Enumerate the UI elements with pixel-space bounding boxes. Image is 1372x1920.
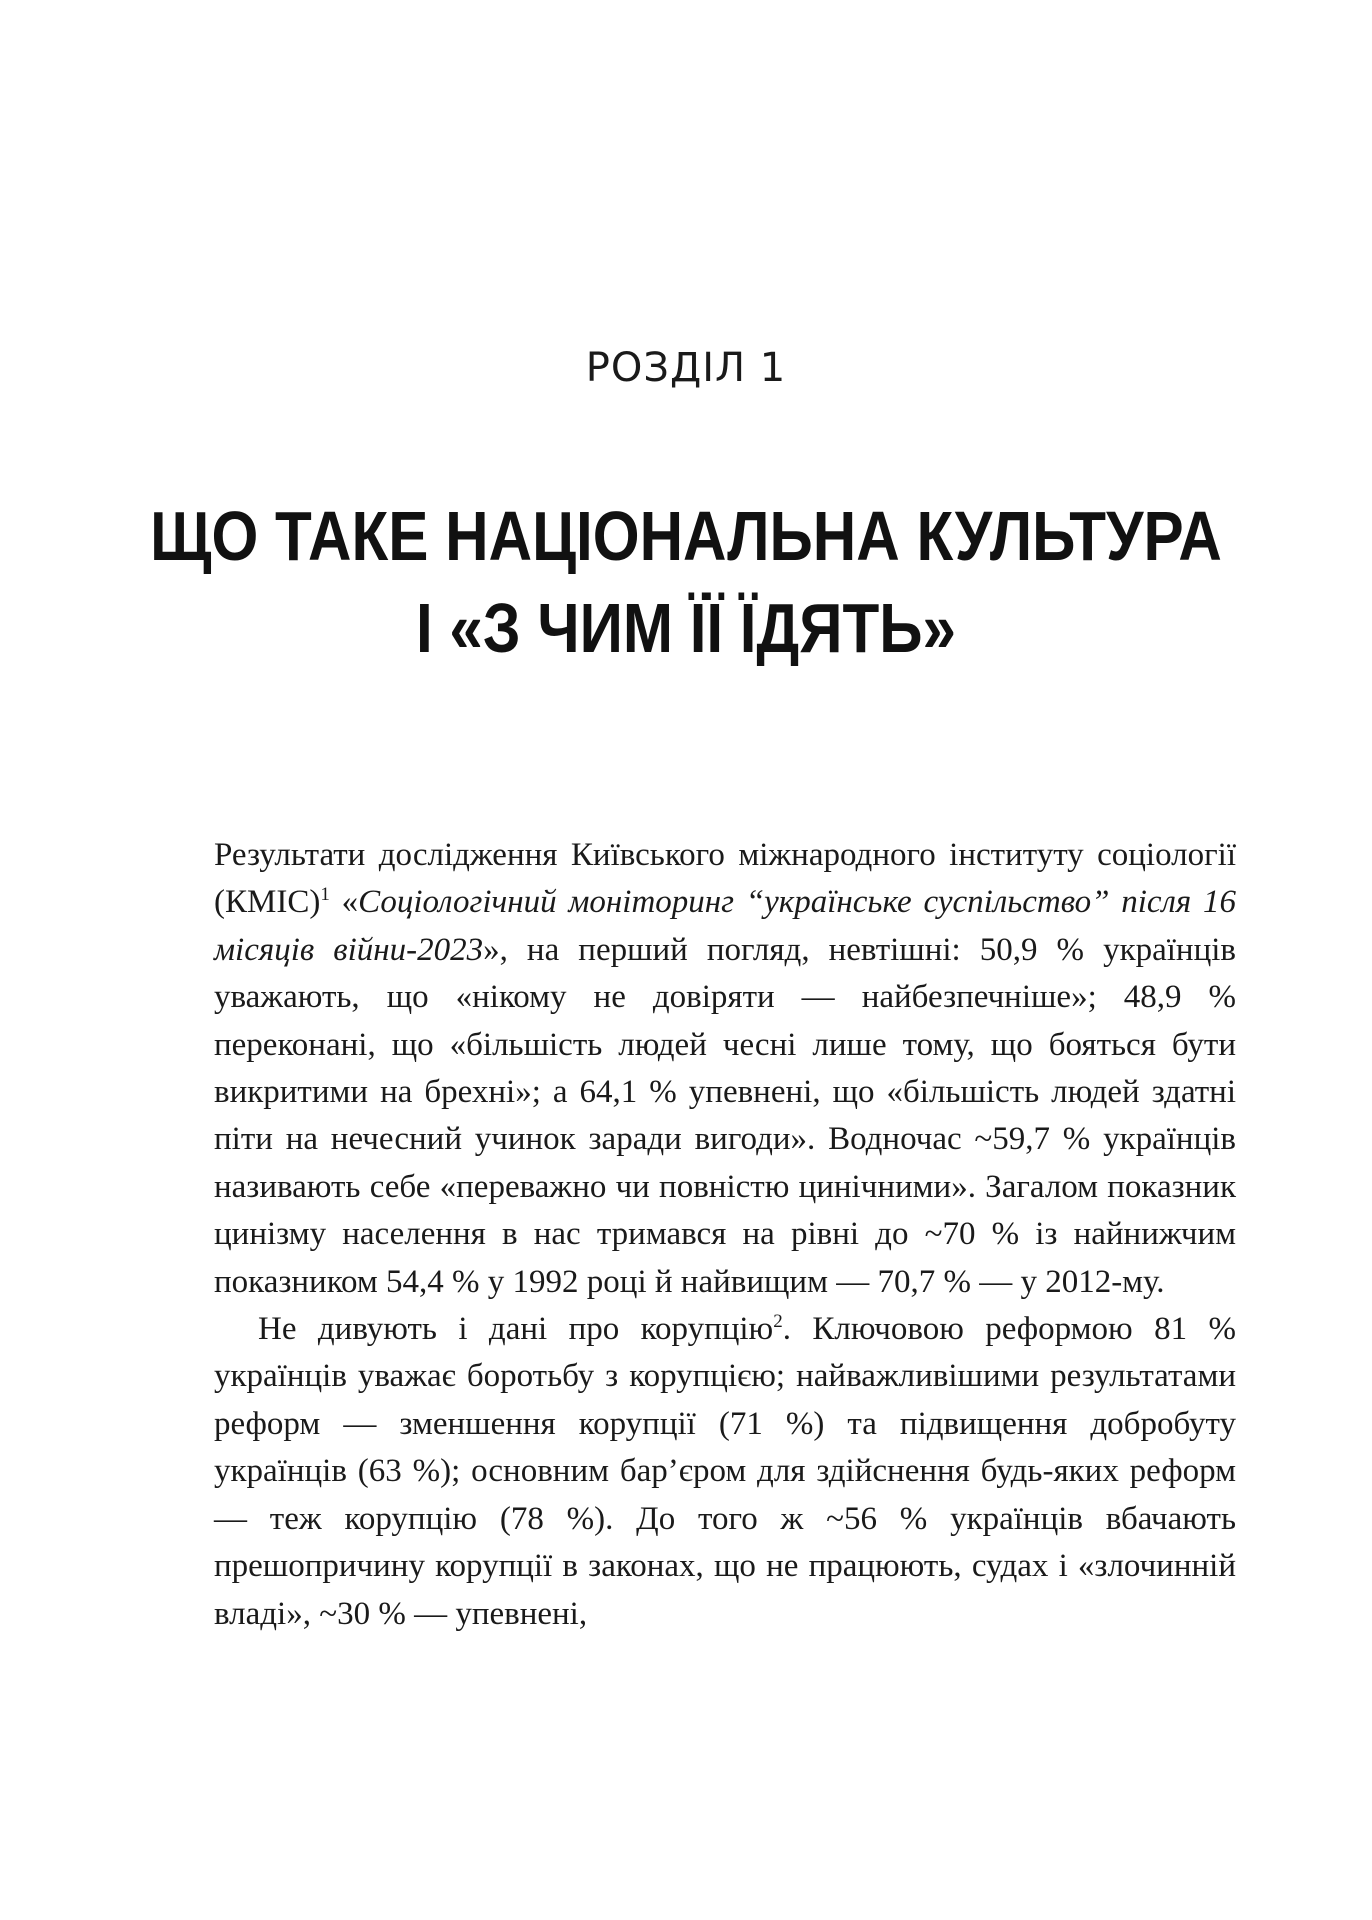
chapter-label: РОЗДІЛ 1	[585, 345, 787, 391]
paragraph-1-text-a: Результати дослідження Київського міжнародного інституту соціології (КМІС)	[214, 837, 1236, 921]
quote-open: «	[329, 884, 359, 921]
footnote-ref-2[interactable]: 2	[773, 1311, 783, 1333]
chapter-title	[96, 490, 1276, 674]
paragraph-2-text-a: Не дивують і дані про корупцію	[258, 1311, 774, 1348]
chapter-title-line-2: І «З ЧИМ ЇЇ ЇДЯТЬ»	[415, 589, 957, 667]
body-text	[214, 832, 1236, 1638]
paragraph-2-text-b: . Ключовою реформою 81 % українців уважає боротьбу з корупцією; найважливішими результатами реформ — зменшення корупції (71 %) та підвищення добробуту українців (63 %); основним бар’єром для здійснення будь-яких реформ — теж корупцію (78 %). До того ж ~56 % українців вбачають прешопричину корупції в законах, що не працюють, судах і «злочинній владі», ~30 % — упевнені,	[214, 1311, 1236, 1632]
study-title: Соціологічний моніторинг “українське суспільство” після 16 місяців війни-2023	[214, 884, 1236, 968]
paragraph-1-text-b: », на перший погляд, невтішні: 50,9 % українців уважають, що «нікому не довіряти — найбезпечніше»; 48,9 % переконані, що «більшість людей чесні лише тому, що бояться бути викритими на брехні»; а 64,1 % упевнені, що «більшість людей здатні піти на нечесний учинок заради вигоди». Водночас ~59,7 % українців називають себе «переважно чи повністю цинічними». Загалом показник цинізму населення в нас тримався на рівні до ~70 % із найнижчим показником 54,4 % у 1992 році й найвищим — 70,7 % — у 2012-му.	[214, 931, 1237, 1300]
chapter-title-line-1: ЩО ТАКЕ НАЦІОНАЛЬНА КУЛЬТУРА	[150, 497, 1222, 575]
paragraph-1	[214, 832, 1236, 1306]
footnote-ref-1[interactable]: 1	[320, 884, 330, 906]
paragraph-2	[214, 1306, 1236, 1638]
